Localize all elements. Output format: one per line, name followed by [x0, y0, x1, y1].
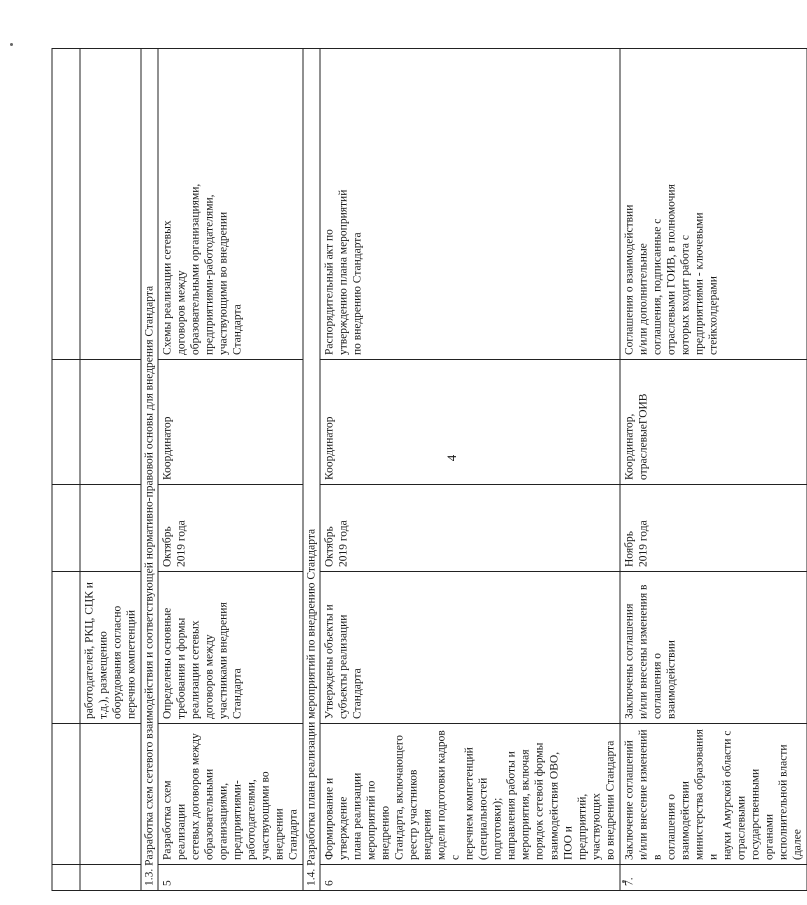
- table-row: [158, 49, 303, 891]
- cell-document: Схемы реализации сетевых договоров между образовательными организациями, предприятиями-работодателями, участвующими во внедрении Стандарта: [158, 49, 303, 360]
- section-heading-row: [141, 49, 158, 891]
- section-heading: 1.3. Разработка схем сетевого взаимодействия и соответствующей нормативно-правовой основы для внедрения Стандарта: [141, 49, 158, 891]
- cell-deadline: Октябрь 2019 года: [158, 485, 303, 572]
- cell-result: Утверждены объекты и субъекты реализации Стандарта: [320, 572, 619, 724]
- rotated-page-content: [52, 49, 804, 891]
- cell-task: [80, 724, 141, 865]
- cell-result: Заключены соглашения и/или внесены изменения в соглашения о взаимодействии: [620, 572, 807, 724]
- section-heading: 1.4. Разработка плана реализации мероприятий по внедрению Стандарта: [303, 49, 320, 891]
- cell-result: работодателей, РКЦ, СЦК и т.д.), размещению оборудования согласно перечню компетенций: [80, 572, 141, 724]
- cell-num: 5: [158, 865, 303, 891]
- cell-num: 6: [320, 865, 619, 891]
- continued-row: [80, 49, 141, 891]
- table-row: [320, 49, 619, 891]
- scan-speck: [10, 43, 13, 46]
- cell-num: [80, 865, 141, 891]
- cell-deadline: Ноябрь 2019 года: [620, 485, 807, 572]
- cell-deadline: Октябрь 2019 года: [320, 485, 619, 572]
- cell-responsible: Координатор: [158, 360, 303, 485]
- cell-responsible: [80, 360, 141, 485]
- table-top-spacer-row: [52, 49, 80, 891]
- cell-result: Определены основные требования и формы реализации сетевых договоров между участниками внедрения Стандарта: [158, 572, 303, 724]
- cell-task: Разработка схем реализации сетевых договоров между образовательными организациями, предприятиями- работодателями, участвующими во внедрении Стандарта: [158, 724, 303, 865]
- cell-responsible: Координатор, отраслевыеГОИВ: [620, 360, 807, 485]
- table-row: [620, 49, 807, 891]
- cell-task: Заключение соглашений и/или внесение изменений в соглашения о взаимодействии министерства образования и науки Амурской области с отраслевыми государственными органами исполнительной власти (далее: [620, 724, 807, 865]
- cell-deadline: [80, 485, 141, 572]
- cell-responsible: Координатор: [320, 360, 619, 485]
- plan-table: [52, 48, 807, 891]
- cell-document: [80, 49, 141, 360]
- cell-document: Распорядительный акт по утверждению плана мероприятий по внедрению Стандарта: [320, 49, 619, 360]
- page-number: 4: [444, 454, 459, 462]
- cell-num: 7.: [620, 865, 807, 891]
- cell-document: Соглашения о взаимодействии и/или дополнительные соглашения, подписанные с отраслевыми ГОИВ, в полномочия которых входит работа с предприятиями - ключевыми стейкхолдерами: [620, 49, 807, 360]
- section-heading-row: [303, 49, 320, 891]
- cell-task: Формирование и утверждение плана реализации мероприятий по внедрению Стандарта, включающего реестр участников внедрения модели подготовки кадров с перечнем компетенций (специальностей подготовки); направления работы и мероприятия, включая порядок сетевой формы взаимодействия ОВО, ПОО и предприятий, участвующих во внедрении Стандарта: [320, 724, 619, 865]
